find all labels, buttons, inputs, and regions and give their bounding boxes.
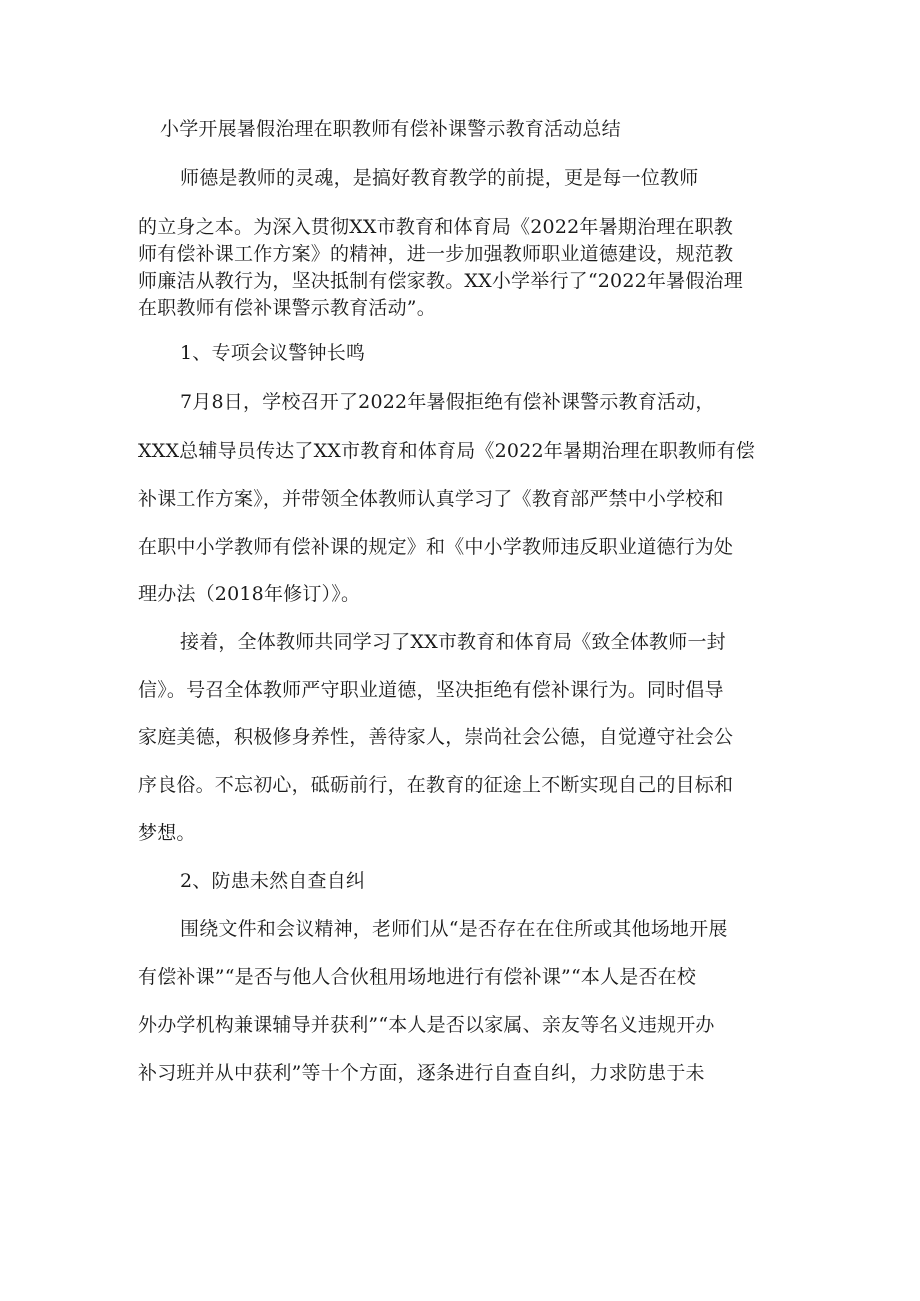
paragraph-line: 接着，全体教师共同学习了XX市教育和体育局《致全体教师一封 (180, 631, 726, 653)
section-heading: 1、专项会议警钟长鸣 (180, 342, 366, 364)
paragraph-line: 序良俗。不忘初心，砥砺前行，在教育的征途上不断实现自己的目标和 (138, 774, 734, 796)
paragraph-line: 在职教师有偿补课警示教育活动”。 (138, 297, 436, 319)
paragraph-line: 有偿补课”“是否与他人合伙租用场地进行有偿补课”“本人是否在校 (138, 966, 697, 988)
section-heading: 2、防患未然自查自纠 (180, 870, 366, 892)
paragraph-line: 外办学机构兼课辅导并获利”“本人是否以家属、亲友等名义违规开办 (138, 1014, 715, 1036)
paragraph-line: 师廉洁从教行为，坚决抵制有偿家教。XX小学举行了“2022年暑假治理 (138, 270, 743, 292)
document-title: 小学开展暑假治理在职教师有偿补课警示教育活动总结 (160, 118, 621, 140)
paragraph-line: 在职中小学教师有偿补课的规定》和《中小学教师违反职业道德行为处 (138, 536, 734, 558)
paragraph-line: 理办法（2018年修订）》。 (138, 583, 361, 605)
paragraph-line: 师德是教师的灵魂，是搞好教育教学的前提，更是每一位教师 (180, 167, 699, 189)
paragraph-line: 补课工作方案》，并带领全体教师认真学习了《教育部严禁中小学校和 (138, 488, 724, 510)
paragraph-line: 围绕文件和会议精神，老师们从“是否存在在住所或其他场地开展 (180, 918, 728, 940)
paragraph-line: 补习班并从中获利”等十个方面，逐条进行自查自纠，力求防患于未 (138, 1062, 705, 1084)
paragraph-line: 7月8日，学校召开了2022年暑假拒绝有偿补课警示教育活动， (180, 391, 715, 413)
paragraph-line: 的立身之本。为深入贯彻XX市教育和体育局《2022年暑期治理在职教 (138, 216, 734, 238)
paragraph-line: 家庭美德，积极修身养性，善待家人，崇尚社会公德，自觉遵守社会公 (138, 726, 734, 748)
paragraph-line: 师有偿补课工作方案》的精神，进一步加强教师职业道德建设，规范教 (138, 243, 734, 265)
paragraph-line: 信》。号召全体教师严守职业道德，坚决拒绝有偿补课行为。同时倡导 (138, 679, 724, 701)
paragraph-line: 梦想。 (138, 822, 196, 844)
paragraph-line: XXX总辅导员传达了XX市教育和体育局《2022年暑期治理在职教师有偿 (138, 440, 755, 462)
